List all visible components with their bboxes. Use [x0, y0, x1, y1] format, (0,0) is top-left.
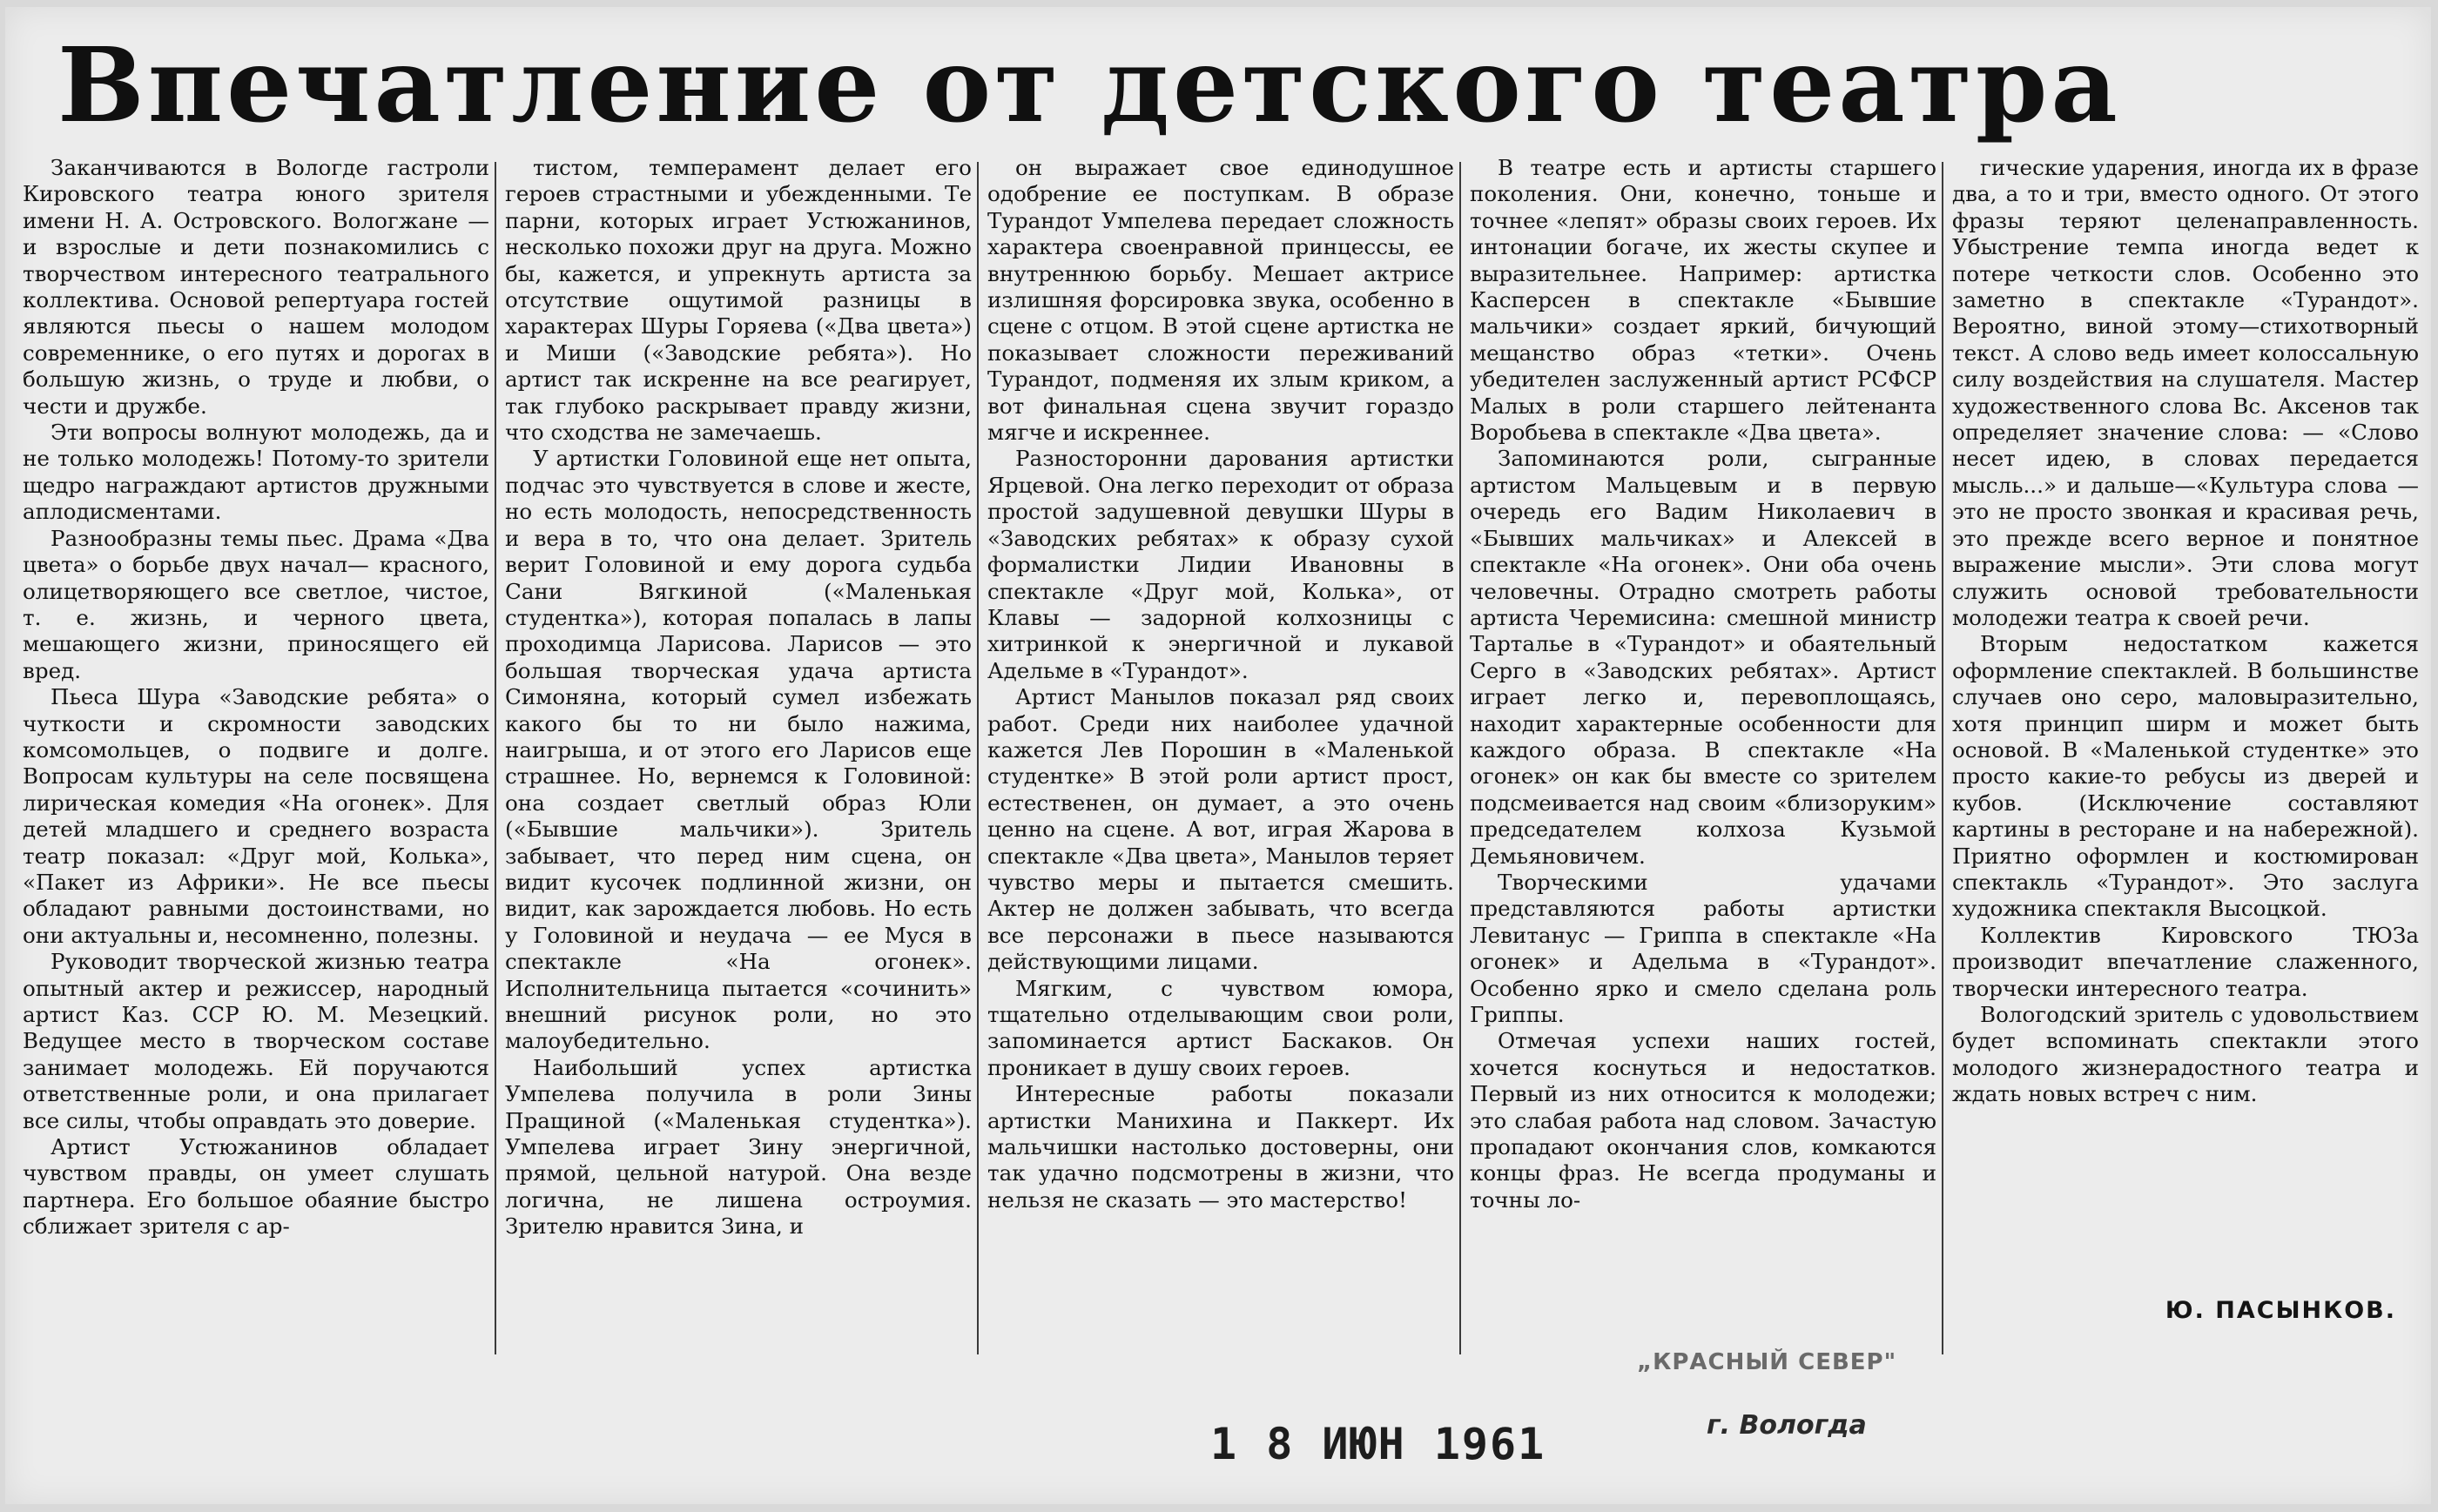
column-3-paragraph: он выражает свое единодушное одобрение ее поступкам. В образе Турандот Умпелева передает сложность характера своенравной принцессы, ее внутреннюю борьбу. Мешает актрисе излишняя форсировка звука, особенно в сцене с отцом. В этой сцене артистка не показывает сложности переживаний Турандот, подменяя их злым криком, а вот финальная сцена звучит гораздо мягче и искреннее. — [987, 155, 1454, 446]
author-signature: Ю. ПАСЫНКОВ. — [2165, 1297, 2396, 1324]
column-4-paragraph: Запоминаются роли, сыгранные артистом Мальцевым и в первую очередь его Вадим Николаевич в «Бывших мальчиках» и Алексей в спектакле «На огонек». Они оба очень человечны. Отрадно смотреть работы артиста Черемисина: смешной министр Тарталье в «Турандот» и обаятельный Серго в «Заводских ребятах». Артист играет легко и, перевоплощаясь, находит характерные особенности для каждого образа. В спектакле «На огонек» он как бы вместе со зрителем подсмеивается над своим «близоруким» председателем колхоза Кузьмой Демьяновичем. — [1470, 446, 1936, 869]
city-stamp: г. Вологда — [1707, 1410, 1867, 1441]
column-5-paragraph: Вологодский зритель с удовольствием будет вспоминать спектакли этого молодого жизнерадостного театра и ждать новых встреч с ним. — [1952, 1002, 2419, 1107]
column-4-paragraph: В театре есть и артисты старшего поколения. Они, конечно, тоньше и точнее «лепят» образы своих героев. Их интонации богаче, их жесты скупее и выразительнее. Например: артистка Касперсен в спектакле «Бывшие мальчики» создает яркий, бичующий мещанство образ «тетки». Очень убедителен заслуженный артист РСФСР Малых в роли старшего лейтенанта Воробьева в спектакле «Два цвета». — [1470, 155, 1936, 446]
column-4-paragraph: Творческими удачами представляются работы артистки Левитанус — Гриппа в спектакле «На огонек» и Адельма в «Турандот». Особенно ярко и смело сделана роль Гриппы. — [1470, 869, 1936, 1027]
article-headline: Впечатление от детского театра — [57, 24, 2121, 145]
column-1-paragraph: Руководит творческой жизнью театра опытный актер и режиссер, народный артист Каз. ССР Ю. М. Мезецкий. Ведущее место в творческом составе занимает молодежь. Ей поручаются ответственные роли, и она прилагает все силы, чтобы оправдать это доверие. — [23, 949, 489, 1133]
article-column-1 — [23, 155, 489, 1374]
column-3-paragraph: Интересные работы показали артистки Манихина и Паккерт. Их мальчишки настолько достоверны, они так удачно подсмотрены в жизни, что нельзя не сказать — это мастерство! — [987, 1081, 1454, 1213]
column-divider — [977, 162, 979, 1354]
date-stamp: 1 8 ИЮН 1961 — [1210, 1419, 1546, 1469]
column-5-paragraph: Вторым недостатком кажется оформление спектаклей. В большинстве случаев оно серо, маловыразительно, хотя принцип ширм и может быть основой. В «Маленькой студентке» это просто какие-то ребусы из дверей и кубов. (Исключение составляют картины в ресторане и на набережной). Приятно оформлен и костюмирован спектакль «Турандот». Это заслуга художника спектакля Высоцкой. — [1952, 631, 2419, 922]
article-column-5 — [1952, 155, 2419, 1374]
column-1-paragraph: Пьеса Шура «Заводские ребята» о чуткости и скромности заводских комсомольцев, о подвиге и долге. Вопросам культуры на селе посвящена лирическая комедия «На огонек». Для детей младшего и среднего возраста театр показал: «Друг мой, Колька», «Пакет из Африки». Не все пьесы обладают равными достоинствами, но они актуальны и, несомненно, полезны. — [23, 684, 489, 948]
column-1-paragraph: Заканчиваются в Вологде гастроли Кировского театра юного зрителя имени Н. А. Островского. Вологжане — и взрослые и дети познакомились с творчеством интересного театрального коллектива. Основой репертуара гостей являются пьесы о нашем молодом современнике, о его путях и дорогах в большую жизнь, о труде и любви, о чести и дружбе. — [23, 155, 489, 419]
column-3-paragraph: Артист Манылов показал ряд своих работ. Среди них наиболее удачной кажется Лев Порошин в «Маленькой студентке» В этой роли артист прост, естественен, он думает, а это очень ценно на сцене. А вот, играя Жарова в спектакле «Два цвета», Манылов теряет чувство меры и пытается смешить. Актер не должен забывать, что всегда все персонажи в пьесе называются действующими лицами. — [987, 684, 1454, 975]
column-3-paragraph: Мягким, с чувством юмора, тщательно отделывающим свои роли, запоминается артист Баскаков. Он проникает в душу своих героев. — [987, 975, 1454, 1080]
column-divider — [495, 162, 496, 1354]
column-2-paragraph: У артистки Головиной еще нет опыта, подчас это чувствуется в слове и жесте, но есть молодость, непосредственность и вера в то, что она делает. Зритель верит Головиной и ему дорога судьба Сани Вягкиной («Маленькая студентка»), которая попалась в лапы проходимца Ларисова. Ларисов — это большая творческая удача артиста Симоняна, который сумел избежать какого бы то ни было нажима, наигрыша, и от этого его Ларисов еще страшнее. Но, вернемся к Головиной: она создает светлый образ Юли («Бывшие мальчики»). Зритель забывает, что перед ним сцена, он видит кусочек подлинной жизни, он видит, как зарождается любовь. Но есть у Головиной и неудача — ее Муся в спектакле «На огонек». Исполнительница пытается «сочинить» внешний рисунок роли, но это малоубедительно. — [505, 446, 972, 1054]
column-divider — [1942, 162, 1943, 1354]
article-column-4 — [1470, 155, 1936, 1374]
column-5-paragraph: Коллектив Кировского ТЮЗа производит впечатление слаженного, творчески интересного театра. — [1952, 922, 2419, 1001]
column-1-paragraph: Эти вопросы волнуют молодежь, да и не только молодежь! Потому-то зрители щедро награждают артистов дружными аплодисментами. — [23, 420, 489, 525]
newspaper-name-stamp: „КРАСНЫЙ СЕВЕР" — [1637, 1349, 1897, 1375]
column-5-paragraph: гические ударения, иногда их в фразе два, а то и три, вместо одного. От этого фразы теряют целенаправленность. Убыстрение темпа иногда ведет к потере четкости слов. Особенно это заметно в спектакле «Турандот». Вероятно, виной этому—стихотворный текст. А слово ведь имеет колоссальную силу воздействия на слушателя. Мастер художественного слова Вс. Аксенов так определяет значение слова: — «Слово несет идею, в словах передается мысль...» и дальше—«Культура слова — это не просто звонкая и красивая речь, это прежде всего верное и понятное выражение мысли». Эти слова могут служить основой требовательности молодежи театра к своей речи. — [1952, 155, 2419, 630]
column-divider — [1459, 162, 1461, 1354]
article-column-3 — [987, 155, 1454, 1374]
column-2-paragraph: тистом, темперамент делает его героев страстными и убежденными. Те парни, которых играет Устюжанинов, несколько похожи друг на друга. Можно бы, кажется, и упрекнуть артиста за отсутствие ощутимой разницы в характерах Шуры Горяева («Два цвета») и Миши («Заводские ребята»). Но артист так искренне на все реагирует, так глубоко раскрывает правду жизни, что сходства не замечаешь. — [505, 155, 972, 446]
column-2-paragraph: Наибольший успех артистка Умпелева получила в роли Зины Пращиной («Маленькая студентка»). Умпелева играет Зину энергичной, прямой, цельной натурой. Она везде логична, не лишена остроумия. Зрителю нравится Зина, и — [505, 1054, 972, 1240]
column-4-paragraph: Отмечая успехи наших гостей, хочется коснуться и недостатков. Первый из них относится к молодежи; это слабая работа над словом. Зачастую пропадают окончания слов, комкаются концы фраз. Не всегда продуманы и точны ло- — [1470, 1028, 1936, 1213]
article-column-2 — [505, 155, 972, 1374]
column-3-paragraph: Разносторонни дарования артистки Ярцевой. Она легко переходит от образа простой задушевной девушки Шуры в «Заводских ребятах» к образу сухой формалистки Лидии Ивановны в спектакле «Друг мой, Колька», от Клавы — задорной колхозницы с хитринкой к энергичной и лукавой Адельме в «Турандот». — [987, 446, 1454, 683]
column-1-paragraph: Разнообразны темы пьес. Драма «Два цвета» о борьбе двух начал— красного, олицетворяющего все светлое, чистое, т. е. жизнь, и черного цвета, мешающего жизни, приносящего ей вред. — [23, 525, 489, 683]
column-1-paragraph: Артист Устюжанинов обладает чувством правды, он умеет слушать партнера. Его большое обаяние быстро сближает зрителя с ар- — [23, 1134, 489, 1240]
newspaper-clipping — [5, 7, 2431, 1504]
